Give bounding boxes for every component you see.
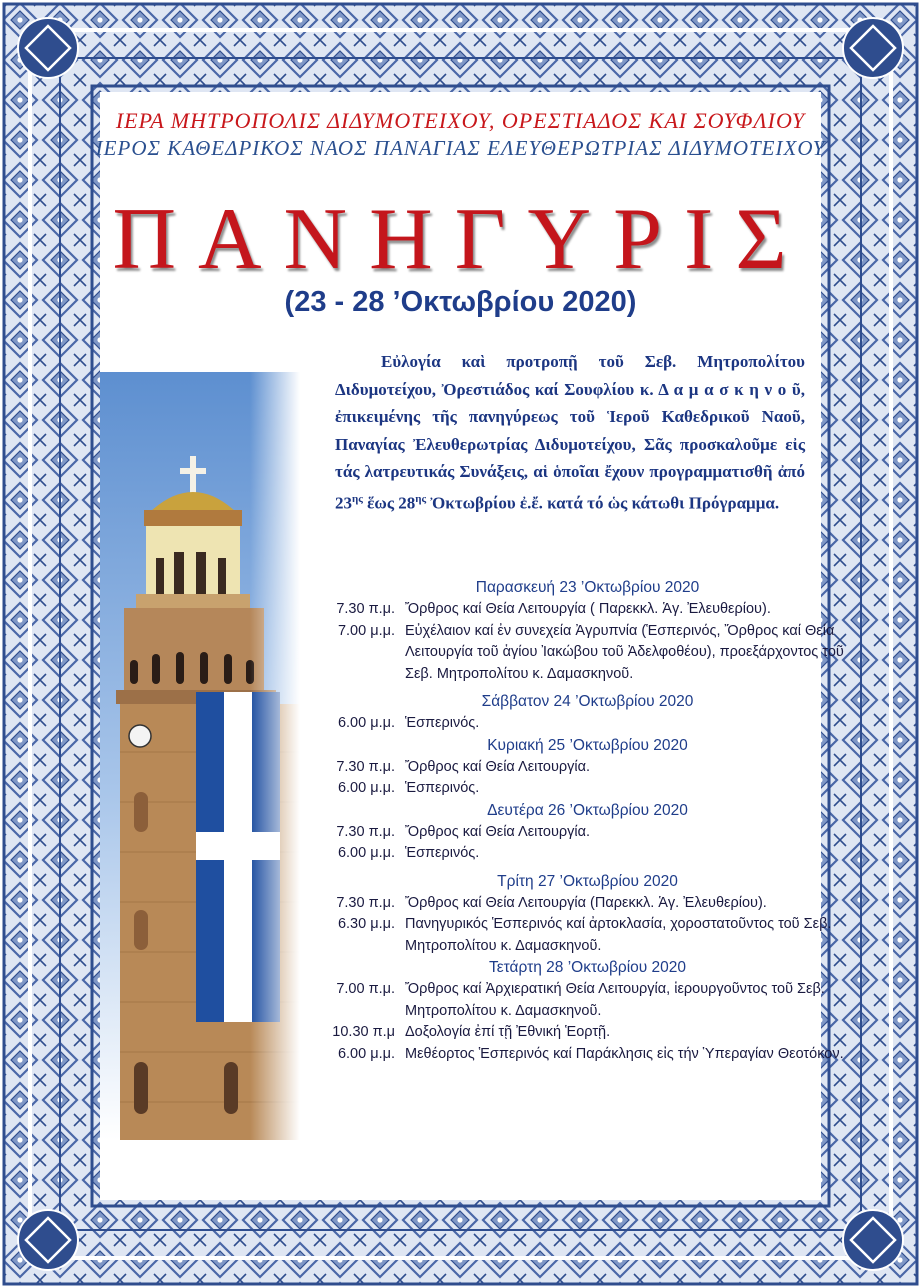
schedule-entry [305,979,850,1022]
event-text: Ὄρθρος καί Θεία Λειτουργία ( Παρεκκλ. Ἁγ. Ἐλευθερίου). [405,601,771,617]
invitation-text: Εὐλογία καὶ προτροπῇ τοῦ Σεβ. Μητροπολίτου Διδυμοτείχου, Ὀρεστιάδος καί Σουφλίου κ. Δ α μ α σ κ η ν ο ῦ, ἐπικειμένης τῆς πανηγύρεως τοῦ Ἱεροῦ Καθεδρικοῦ Ναοῦ, Παναγίας Ἐλευθερωτρίας Διδυμοτείχου, Σᾶς προσκαλοῦμε εἰς τάς λατρευτικάς Συνάξεις, αἱ ὁποῖαι ἔχουν προγραμματισθῆ ἀπό $23^{\eta\varsigma}$ ἕως $28^{\eta\varsigma}$ Ὀκτωβρίου ἐ.ἔ. κατά τό ὡς κάτωθι Πρόγραμμα. [335,352,805,513]
schedule-entry [305,822,850,844]
schedule-entry [305,778,850,800]
event-text: Ἑσπερινός. [405,845,480,861]
event-time: 7.30 π.μ. [336,601,395,617]
schedule-entry [305,914,850,957]
event-text: Ἑσπερινός. [405,780,480,796]
event-time: 7.00 μ.μ. [337,622,395,639]
event-text: Ἑσπερινός. [405,715,480,731]
event-time: 7.30 π.μ. [336,823,395,840]
schedule-entry [305,1044,850,1066]
schedule-entry [305,1022,850,1044]
schedule [305,577,850,1065]
event-time: 6.30 μ.μ. [337,916,395,932]
event-time: 6.00 μ.μ. [337,1045,395,1062]
day-heading: Τετάρτη 28 ’Οκτωβρίου 2020 [488,959,687,976]
event-time: 7.30 π.μ. [336,758,395,775]
page-title: ΠΑΝΗΓΥΡΙΣ [112,191,809,288]
event-text: Ὄρθρος καί Θεία Λειτουργία (Παρεκκλ. Ἁγ. Ἐλευθερίου). [405,894,767,911]
schedule-entry [305,843,850,865]
event-text: Ὄρθρος καί Θεία Λειτουργία. [405,758,591,775]
event-text: Δοξολογία ἐπί τῇ Ἐθνική Ἑορτῇ. [405,1024,611,1040]
schedule-entry [305,599,850,621]
event-time: 7.00 π.μ. [336,981,395,997]
event-text: Μεθέορτος Ἑσπερινός καί Παράκλησις εἰς τήν Ὑπεραγίαν Θεοτόκον. [405,1045,844,1062]
day-heading: Παρασκευή 23 ’Οκτωβρίου 2020 [475,579,700,596]
day-heading: Δευτέρα 26 ’Οκτωβρίου 2020 [487,801,688,819]
day-heading: Τρίτη 27 ’Οκτωβρίου 2020 [497,872,678,890]
metropolis-heading: ΙΕΡΑ ΜΗΤΡΟΠΟΛΙΣ ΔΙΔΥΜΟΤΕΙΧΟΥ, ΟΡΕΣΤΙΑΔΟΣ ΚΑΙ ΣΟΥΦΛΙΟΥ [115,108,806,133]
event-text: Εὐχέλαιον καί ἐν συνεχεία Ἀγρυπνία (Ἑσπερινός, Ὄρθρος καί Θεία Λειτουργία τοῦ ἁγίου Ἰακώβου τοῦ Ἀδελφοθέου), προεξάρχοντος τοῦ Σεβ. Μητροπολίτου κ. Δαμασκηνοῦ. [405,622,844,682]
event-time: 6.00 μ.μ. [337,845,395,861]
event-text: Πανηγυρικός Ἑσπερινός καί ἀρτοκλασία, χοροστατοῦντος τοῦ Σεβ. Μητροπολίτου κ. Δαμασκηνοῦ. [405,916,832,954]
schedule-entry [305,713,850,735]
cathedral-heading: ΙΕΡΟΣ ΚΑΘΕΔΡΙΚΟΣ ΝΑΟΣ ΠΑΝΑΓΙΑΣ ΕΛΕΥΘΕΡΩΤΡΙΑΣ ΔΙΔΥΜΟΤΕΙΧΟΥ [95,136,826,160]
event-text: Ὄρθρος καί Θεία Λειτουργία. [405,823,591,840]
bell-tower-image [100,372,300,1140]
event-time: 6.00 μ.μ. [337,780,395,796]
schedule-entry [305,621,850,686]
schedule-entry [305,757,850,779]
event-time: 10.30 π.μ [332,1024,395,1040]
festival-dates: (23 - 28 ’Οκτωβρίου 2020) [284,286,637,318]
event-time: 7.30 π.μ. [336,894,395,911]
event-text: Ὄρθρος καί Ἀρχιερατική Θεία Λειτουργία, ἱερουργοῦντος τοῦ Σεβ. Μητροπολίτου κ. Δαμασκηνοῦ. [405,981,825,1019]
event-time: 6.00 μ.μ. [337,715,395,731]
schedule-entry [305,893,850,915]
day-heading: Κυριακή 25 ’Οκτωβρίου 2020 [487,736,688,754]
day-heading: Σάββατον 24 ’Οκτωβρίου 2020 [481,693,694,710]
